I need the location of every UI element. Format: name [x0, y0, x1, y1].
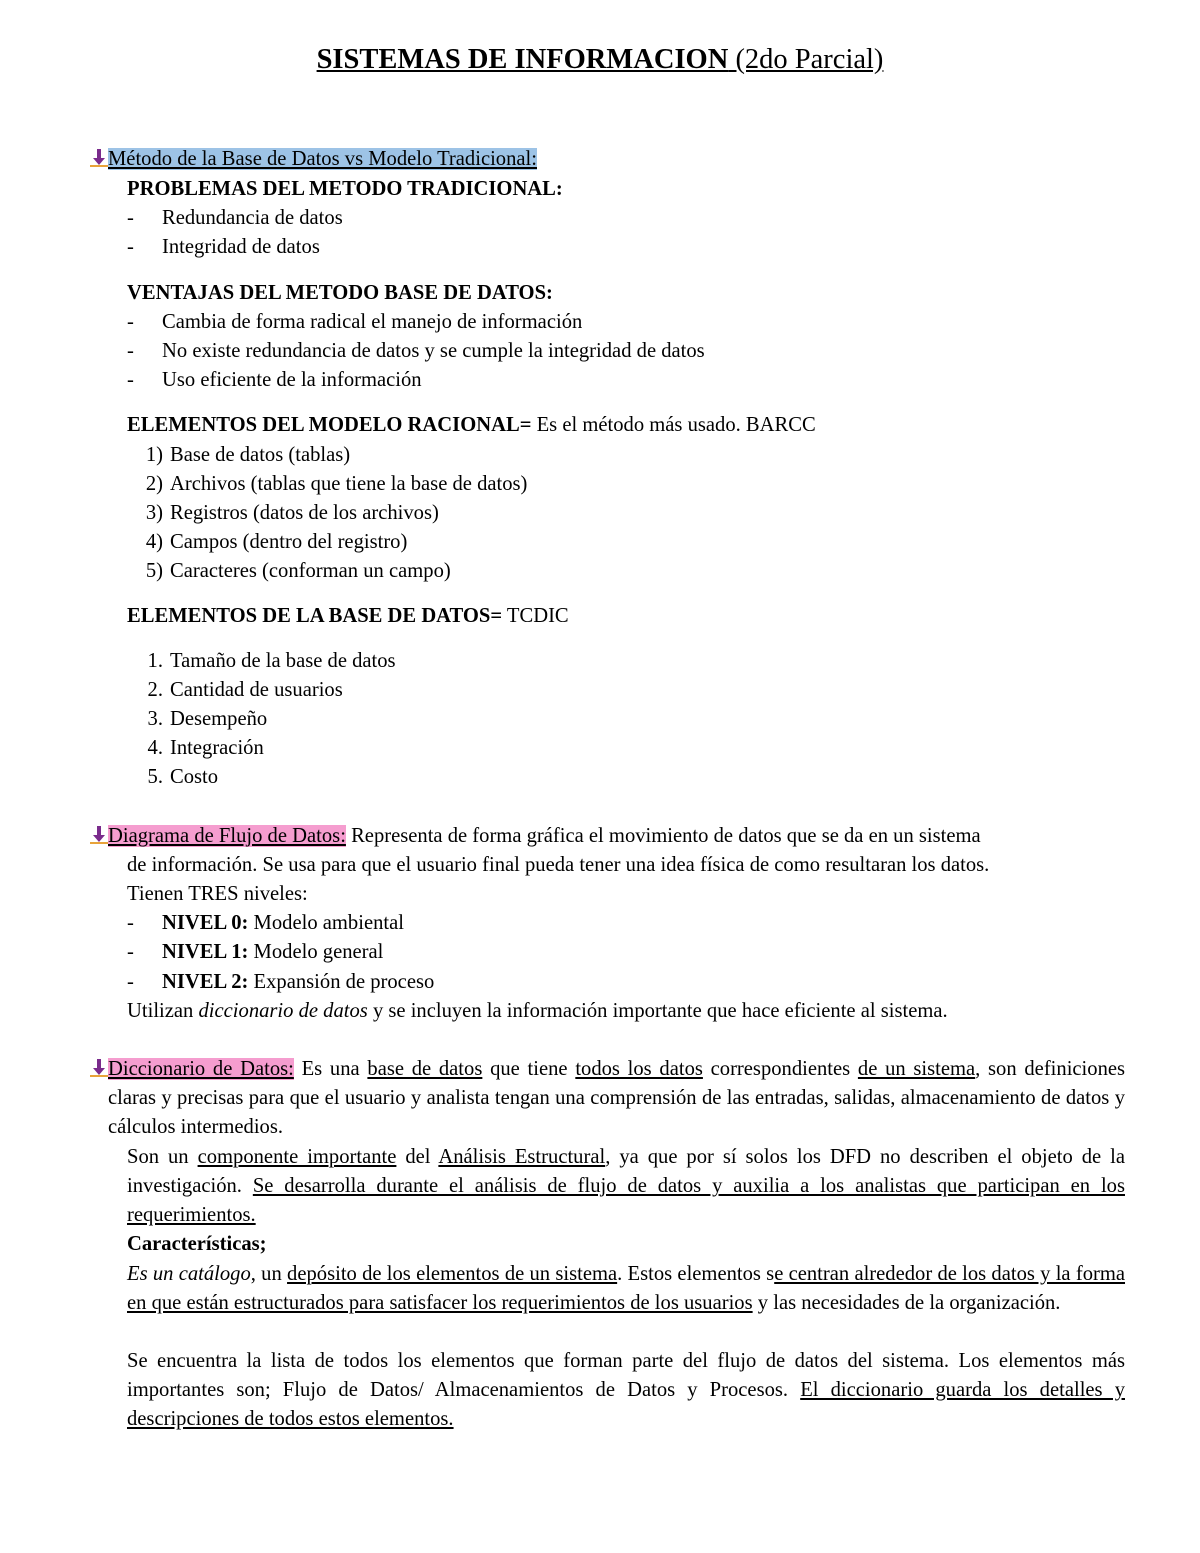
text-run: correspondientes [702, 1058, 858, 1080]
text-run: componente importante [197, 1146, 397, 1168]
list-item: 2. Cantidad de usuarios [147, 679, 343, 701]
text-run: y las necesidades de la organización. [752, 1292, 1061, 1315]
text-run: Se desarrolla durante el análisis de flujo de datos y auxilia a los analistas que participan en los requerimientos. [127, 1175, 1125, 1227]
title-bold: SISTEMAS DE INFORMACION [316, 44, 729, 75]
text-run: Es un catálogo [127, 1263, 251, 1285]
text-run: e centran alrededor de los datos y la forma en que están estructurados para satisfacer los requerimientos de los usuarios [127, 1263, 1126, 1315]
text-run: Análisis Estructural [438, 1146, 606, 1168]
list-item: 3) Registros (datos de los archivos) [145, 502, 439, 524]
list-item: 1) Base de datos (tablas) [145, 444, 351, 466]
page-title [0, 44, 1200, 76]
list-item: 3. Desempeño [147, 708, 268, 730]
problemas-title: PROBLEMAS DEL METODO TRADICIONAL: [127, 178, 563, 200]
racional-heading: ELEMENTOS DEL MODELO RACIONAL= Es el método más usado. BARCC [127, 414, 816, 436]
section3-paragraph-2 [127, 1143, 1125, 1231]
list-item: - NIVEL 2: Expansión de proceso [127, 971, 435, 993]
text-run: , ya que por sí solos los DFD no describen el objeto de la investigación. [127, 1146, 1125, 1198]
list-item: 4. Integración [147, 737, 264, 759]
text-run: . Estos elementos s [617, 1263, 775, 1285]
title-rest: (2do Parcial) [728, 44, 884, 75]
text-run: Son un [127, 1146, 198, 1168]
text-run: El diccionario guarda los detalles y descripciones de todos estos elementos. [127, 1379, 1125, 1431]
list-item: 1. Tamaño de la base de datos [147, 650, 396, 672]
section3-paragraph-1: Diccionario de Datos: Es una base de datos que tiene todos los datos correspondientes de un sistema, son definiciones claras y precisas para que el usuario y analista tengan una comprensión de las entradas, salidas, almacenamiento de datos y cálculos intermedios. [108, 1058, 1126, 1139]
text-run: que tiene [482, 1058, 576, 1080]
list-item: - Cambia de forma radical el manejo de información [127, 311, 583, 333]
caracteristicas-title: Características; [127, 1233, 267, 1255]
section2-heading: Diagrama de Flujo de Datos: Representa de forma gráfica el movimiento de datos que se da en un sistema [108, 825, 981, 847]
text-run: Se encuentra la lista de todos los elementos que forman parte del flujo de datos del sistema. Los elementos más importantes son; Flujo de Datos/ Almacenamientos de Datos y Procesos. [127, 1350, 1125, 1402]
text-run: , son definiciones claras y precisas para que el usuario y analista tengan una comprensión de las entradas, salidas, almacenamiento de datos y cálculos intermedios. [108, 1058, 1126, 1139]
list-item: 5. Costo [147, 766, 219, 788]
list-item: - Uso eficiente de la información [127, 369, 422, 391]
section3-paragraph-4 [127, 1347, 1125, 1435]
text-run: depósito de los elementos de un sistema [287, 1263, 618, 1285]
text-run: de un sistema [857, 1058, 976, 1080]
paragraph-line: de información. Se usa para que el usuario final pueda tener una idea física de como resultaran los datos. [127, 854, 990, 876]
list-item: - NIVEL 0: Modelo ambiental [127, 912, 404, 934]
list-item: 5) Caracteres (conforman un campo) [145, 560, 451, 582]
text-run: todos los datos [575, 1058, 703, 1080]
arrow-bullet-icon [90, 1059, 108, 1079]
list-item: - Redundancia de datos [127, 207, 343, 229]
arrow-bullet-icon [90, 149, 108, 169]
section3-paragraph-3 [127, 1260, 1125, 1318]
text-run: , un [250, 1263, 288, 1285]
list-item: 4) Campos (dentro del registro) [145, 531, 408, 553]
list-item: - No existe redundancia de datos y se cumple la integridad de datos [127, 340, 705, 362]
text-run: Es una [293, 1058, 368, 1080]
list-item: - NIVEL 1: Modelo general [127, 941, 384, 963]
list-item: - Integridad de datos [127, 236, 320, 258]
paragraph-line: Tienen TRES niveles: [127, 883, 308, 905]
list-item: 2) Archivos (tablas que tiene la base de datos) [145, 473, 528, 495]
text-run: base de datos [367, 1058, 483, 1080]
bd-heading: ELEMENTOS DE LA BASE DE DATOS= TCDIC [127, 605, 569, 627]
paragraph-line: Utilizan diccionario de datos y se incluyen la información importante que hace eficiente al sistema. [127, 1000, 948, 1022]
section1-heading: Método de la Base de Datos vs Modelo Tradicional: [108, 148, 537, 170]
text-run: del [396, 1146, 439, 1168]
ventajas-title: VENTAJAS DEL METODO BASE DE DATOS: [127, 282, 553, 304]
arrow-bullet-icon [90, 826, 108, 846]
